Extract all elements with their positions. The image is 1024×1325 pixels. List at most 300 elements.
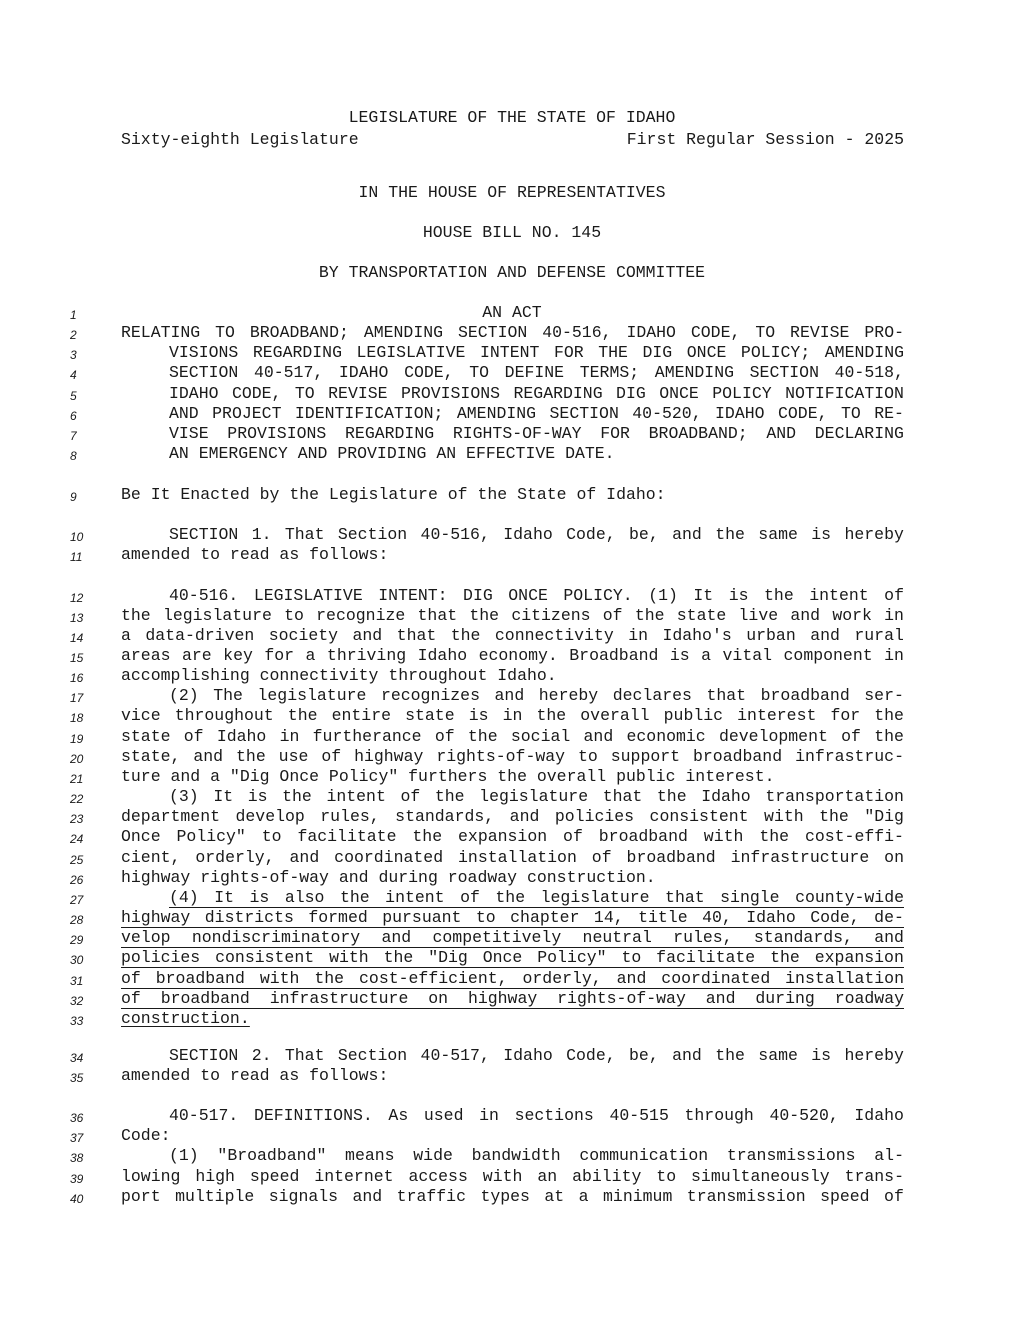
word: in	[884, 606, 904, 625]
word: IDAHO	[338, 363, 389, 382]
word: for	[830, 706, 861, 725]
word: to	[475, 908, 496, 927]
word: same	[758, 525, 798, 544]
bill-line	[169, 424, 904, 444]
word: broadband	[160, 989, 250, 1008]
word: LEGISLATIVE	[356, 343, 466, 362]
line-number: 5	[70, 389, 77, 403]
word: economic	[626, 727, 706, 746]
word: types	[480, 1187, 530, 1206]
word: REGARDING	[345, 424, 435, 443]
word: data-driven	[145, 626, 255, 645]
word: and	[494, 686, 525, 705]
word: the	[287, 706, 318, 725]
bill-line	[121, 1009, 904, 1029]
word: LEGISLATIVE	[253, 586, 363, 605]
bill-line	[121, 928, 904, 948]
line-number: 31	[70, 974, 84, 988]
word: That	[284, 1046, 325, 1065]
word: of	[434, 727, 455, 746]
word: that	[396, 626, 437, 645]
word: PROVISIONS	[401, 384, 501, 403]
word: Policy"	[176, 827, 246, 846]
word: AMENDING	[363, 323, 444, 342]
word: entire	[331, 706, 392, 725]
bill-line	[169, 363, 904, 383]
word: is	[811, 525, 832, 544]
word: CODE,	[777, 404, 828, 423]
word: 40-518,	[834, 363, 904, 382]
word: 40-515	[609, 1106, 669, 1125]
word: broadband	[155, 969, 245, 988]
word: to	[656, 1167, 677, 1186]
word: rules,	[320, 807, 380, 826]
sponsor-line: BY TRANSPORTATION AND DEFENSE COMMITTEE	[318, 263, 706, 282]
word: and	[810, 626, 840, 645]
word: 1.	[251, 525, 272, 544]
word: to	[284, 606, 304, 625]
word: and	[583, 727, 614, 746]
line-number: 40	[70, 1192, 84, 1206]
word: 2.	[251, 1046, 272, 1065]
word: an	[537, 1167, 558, 1186]
word: of	[591, 848, 612, 867]
word: POLICY	[712, 384, 772, 403]
word: roadway	[834, 989, 904, 1008]
word: PROVISIONS	[227, 424, 327, 443]
word: and	[672, 525, 702, 544]
word: speed	[249, 1167, 300, 1186]
word: SECTION	[549, 404, 619, 423]
bill-line	[169, 1046, 904, 1066]
word: citizens	[511, 606, 591, 625]
line-number: 38	[70, 1151, 84, 1165]
word: REVISE	[790, 323, 850, 342]
word: of	[460, 888, 480, 907]
word: nondiscriminatory	[191, 928, 361, 947]
word: ser-	[864, 686, 904, 705]
line-number: 14	[70, 631, 84, 645]
word: of	[183, 727, 204, 746]
word: used	[423, 1106, 464, 1125]
word: speed	[820, 1187, 870, 1206]
word: coordinated	[334, 848, 444, 867]
word: SECTION	[169, 525, 239, 544]
bill-line-text: accomplishing connectivity throughout Idaho.	[121, 666, 557, 685]
word: are	[181, 646, 212, 665]
word: 40-517.	[169, 1106, 239, 1125]
bill-line	[121, 706, 904, 726]
bill-line	[169, 343, 904, 363]
word: REGARDING	[513, 384, 603, 403]
word: Idaho	[503, 525, 553, 544]
bill-line	[121, 323, 904, 343]
word: policies	[554, 807, 635, 826]
word: with	[764, 807, 804, 826]
word: of	[602, 606, 623, 625]
word: the	[764, 586, 794, 605]
word: component	[783, 646, 873, 665]
word: access	[408, 1167, 468, 1186]
word: be,	[629, 525, 659, 544]
word: NOTIFICATION	[785, 384, 904, 403]
word: Policy"	[537, 948, 607, 967]
word: through	[684, 1106, 754, 1125]
word: TO	[215, 323, 235, 342]
bill-line	[121, 666, 904, 686]
line-number: 34	[70, 1051, 84, 1065]
word: is	[249, 888, 270, 907]
word: SECTION	[749, 363, 819, 382]
bill-line	[121, 727, 904, 747]
word: also	[284, 888, 325, 907]
word: vital	[722, 646, 773, 665]
line-number: 27	[70, 893, 84, 907]
word: wide	[413, 1146, 453, 1165]
underline-rule	[121, 967, 904, 968]
word: AMENDING	[824, 343, 904, 362]
word: recognizes	[380, 686, 480, 705]
word: and	[705, 989, 736, 1008]
bill-line	[121, 485, 904, 505]
word: TO	[840, 404, 861, 423]
word: intent	[326, 787, 386, 806]
word: intent	[385, 888, 445, 907]
word: REVISE	[328, 384, 388, 403]
word: 40-517,	[253, 363, 324, 382]
word: velop	[121, 928, 171, 947]
word: cient,	[121, 848, 181, 867]
line-number: 18	[70, 711, 84, 725]
line-number: 30	[70, 953, 84, 967]
word: Section	[337, 1046, 408, 1065]
word: to	[621, 948, 642, 967]
word: 40-516,	[420, 525, 490, 544]
bill-line	[121, 626, 904, 646]
legislature-number: Sixty-eighth Legislature	[121, 130, 359, 149]
word: CODE,	[404, 363, 454, 382]
bill-number: HOUSE BILL NO. 145	[422, 223, 602, 242]
bill-line-text: highway rights-of-way and during roadway construction.	[121, 868, 656, 887]
word: TO	[755, 323, 776, 342]
word: that	[706, 686, 747, 705]
line-number: 39	[70, 1172, 84, 1186]
bill-line-text: construction.	[121, 1009, 250, 1028]
word: (4)	[169, 888, 199, 907]
word: Idaho	[417, 646, 468, 665]
word: the	[634, 606, 665, 625]
word: in	[479, 1106, 499, 1125]
word: economy.	[478, 646, 558, 665]
word: on	[884, 848, 904, 867]
word: furtherance	[312, 727, 422, 746]
word: AMENDING	[456, 404, 537, 423]
bill-line-text: amended to read as follows:	[121, 545, 389, 564]
bill-line	[121, 646, 904, 666]
bill-line	[121, 545, 904, 565]
bill-line	[121, 848, 904, 868]
word: state	[121, 727, 171, 746]
word: support	[610, 747, 681, 766]
word: DIG	[642, 343, 673, 362]
word: be,	[629, 1046, 659, 1065]
word: Once	[482, 948, 523, 967]
word: is	[468, 706, 489, 725]
word: that	[665, 888, 705, 907]
line-number: 17	[70, 691, 84, 705]
word: "Dig	[864, 807, 904, 826]
word: orderly,	[195, 848, 275, 867]
word: "Broadband"	[217, 1146, 327, 1165]
word: and	[352, 626, 383, 645]
bill-line	[121, 868, 904, 888]
line-number: 10	[70, 530, 84, 544]
word: IDENTIFICATION;	[294, 404, 444, 423]
word: (1)	[648, 586, 678, 605]
bill-line	[169, 525, 904, 545]
bill-line-text: ture and a "Dig Once Policy" furthers the overall public interest.	[121, 767, 775, 786]
word: 40-520,	[769, 1106, 839, 1125]
word: to	[261, 827, 282, 846]
word: AMENDING	[654, 363, 735, 382]
word: of	[563, 827, 583, 846]
word: and	[289, 848, 320, 867]
bill-line	[169, 404, 904, 424]
word: the	[412, 827, 443, 846]
word: PROJECT	[212, 404, 282, 423]
word: neutral	[582, 928, 652, 947]
word: DIG	[463, 586, 493, 605]
word: CODE,	[231, 384, 282, 403]
word: ONCE	[659, 384, 699, 403]
word: facilitate	[656, 948, 756, 967]
word: communication	[579, 1146, 709, 1165]
bill-line	[121, 948, 904, 968]
word: thriving	[326, 646, 407, 665]
line-number: 33	[70, 1014, 84, 1028]
word: overall	[580, 706, 650, 725]
word: connectivity	[494, 626, 614, 645]
word: the	[434, 787, 465, 806]
line-number: 35	[70, 1071, 84, 1085]
word: POLICY;	[740, 343, 811, 362]
word: the	[770, 948, 800, 967]
word: IDAHO	[715, 404, 765, 423]
word: RELATING	[121, 323, 201, 342]
word: IDAHO	[626, 323, 676, 342]
word: infrastruc-	[795, 747, 904, 766]
word: highway	[354, 747, 424, 766]
bill-line	[121, 908, 904, 928]
word: a	[578, 1187, 589, 1206]
word: key	[223, 646, 253, 665]
word: legislature	[540, 888, 650, 907]
word: the	[536, 706, 567, 725]
bill-line-text: Code:	[121, 1126, 171, 1145]
word: with	[482, 1167, 523, 1186]
word: of	[841, 727, 861, 746]
word: means	[345, 1146, 395, 1165]
line-number: 2	[70, 328, 77, 342]
line-number: 3	[70, 348, 77, 362]
bill-line	[169, 384, 904, 404]
word: same	[758, 1046, 798, 1065]
word: the	[715, 1046, 745, 1065]
word: As	[388, 1106, 409, 1125]
word: broadband	[693, 747, 783, 766]
word: The	[213, 686, 243, 705]
word: 40-516.	[169, 586, 239, 605]
word: is	[728, 586, 749, 605]
word: coordinated	[661, 969, 771, 988]
line-number: 28	[70, 913, 84, 927]
word: highway	[121, 908, 191, 927]
bill-line	[169, 586, 904, 606]
word: cost-effi-	[804, 827, 904, 846]
word: REGARDING	[252, 343, 342, 362]
word: of	[121, 989, 141, 1008]
word: is	[247, 787, 268, 806]
word: TO	[294, 384, 315, 403]
word: that	[602, 787, 643, 806]
word: development	[718, 727, 828, 746]
word: BROADBAND;	[249, 323, 349, 342]
word: formed	[308, 908, 368, 927]
line-number: 8	[70, 449, 77, 463]
word: and	[381, 928, 412, 947]
line-number: 4	[70, 368, 77, 382]
word: Code,	[566, 525, 616, 544]
word: It	[693, 586, 714, 605]
word: a	[701, 646, 712, 665]
word: POLICY.	[563, 586, 633, 605]
word: high	[195, 1167, 235, 1186]
word: THE	[598, 343, 628, 362]
word: Code,	[566, 1046, 616, 1065]
word: FOR	[600, 424, 630, 443]
word: to	[578, 747, 598, 766]
word: rights-of-way	[436, 747, 566, 766]
word: with	[329, 948, 369, 967]
word: 40-517,	[420, 1046, 490, 1065]
word: the	[236, 747, 266, 766]
word: chapter	[510, 908, 580, 927]
word: RIGHTS-OF-WAY	[452, 424, 582, 443]
word: internet	[314, 1167, 394, 1186]
line-number: 21	[70, 772, 84, 786]
line-number: 25	[70, 853, 84, 867]
line-number: 7	[70, 429, 77, 443]
word: with	[259, 969, 300, 988]
word: Idaho	[854, 1106, 904, 1125]
word: traffic	[396, 1187, 466, 1206]
line-number: 19	[70, 732, 84, 746]
word: hereby	[844, 525, 904, 544]
word: SECTION	[169, 1046, 239, 1065]
word: VISE	[169, 424, 209, 443]
word: Section	[337, 525, 408, 544]
bill-line	[0, 303, 1024, 323]
word: de-	[874, 908, 904, 927]
word: legislature	[479, 787, 589, 806]
word: of	[121, 969, 141, 988]
word: ability	[572, 1167, 642, 1186]
bill-line	[121, 1126, 904, 1146]
bill-line	[121, 827, 904, 847]
word: al-	[874, 1146, 904, 1165]
word: single	[720, 888, 780, 907]
word: areas	[121, 646, 171, 665]
word: work	[832, 606, 872, 625]
word: live	[738, 606, 779, 625]
word: IDAHO	[169, 384, 219, 403]
word: BROADBAND;	[648, 424, 748, 443]
word: in	[884, 646, 904, 665]
word: and	[352, 1187, 383, 1206]
word: the	[656, 787, 687, 806]
word: ONCE	[686, 343, 727, 362]
word: transmissions	[726, 1146, 856, 1165]
word: ONCE	[508, 586, 548, 605]
word: infrastructure	[269, 989, 409, 1008]
word: title	[638, 908, 688, 927]
bill-line	[121, 767, 904, 787]
bill-line	[169, 787, 904, 807]
legislature-title: LEGISLATURE OF THE STATE OF IDAHO	[348, 108, 676, 127]
word: policies	[121, 948, 201, 967]
word: the	[383, 948, 414, 967]
word: installation	[458, 848, 577, 867]
word: develop	[235, 807, 305, 826]
line-number: 20	[70, 752, 84, 766]
word: on	[428, 989, 449, 1008]
word: facilitate	[297, 827, 397, 846]
word: the	[314, 969, 345, 988]
word: state	[676, 606, 727, 625]
word: and	[672, 1046, 702, 1065]
word: "Dig	[428, 948, 468, 967]
word: INTENT:	[378, 586, 448, 605]
bill-line	[169, 1146, 904, 1166]
word: the	[874, 727, 904, 746]
word: transmission	[686, 1187, 806, 1206]
line-number: 23	[70, 812, 84, 826]
word: and	[509, 807, 540, 826]
word: pursuant	[382, 908, 462, 927]
word: It	[213, 787, 234, 806]
line-number: 15	[70, 651, 84, 665]
word: and	[790, 606, 821, 625]
word: Broadband	[569, 646, 659, 665]
bill-line	[121, 606, 904, 626]
word: broadband	[760, 686, 850, 705]
session-label: First Regular Session - 2025	[626, 130, 904, 149]
word: county-wide	[795, 888, 904, 907]
line-number: 9	[70, 490, 77, 504]
bill-line	[121, 969, 904, 989]
bill-line	[169, 888, 904, 908]
word: legislature	[257, 686, 367, 705]
word: of	[400, 787, 421, 806]
word: (1)	[169, 1146, 199, 1165]
line-number: 16	[70, 671, 84, 685]
line-number: 1	[70, 308, 77, 322]
word: society	[268, 626, 339, 645]
word: 14,	[593, 908, 624, 927]
word: SECTION	[169, 363, 239, 382]
word: 40-520,	[632, 404, 702, 423]
word: with	[703, 827, 744, 846]
